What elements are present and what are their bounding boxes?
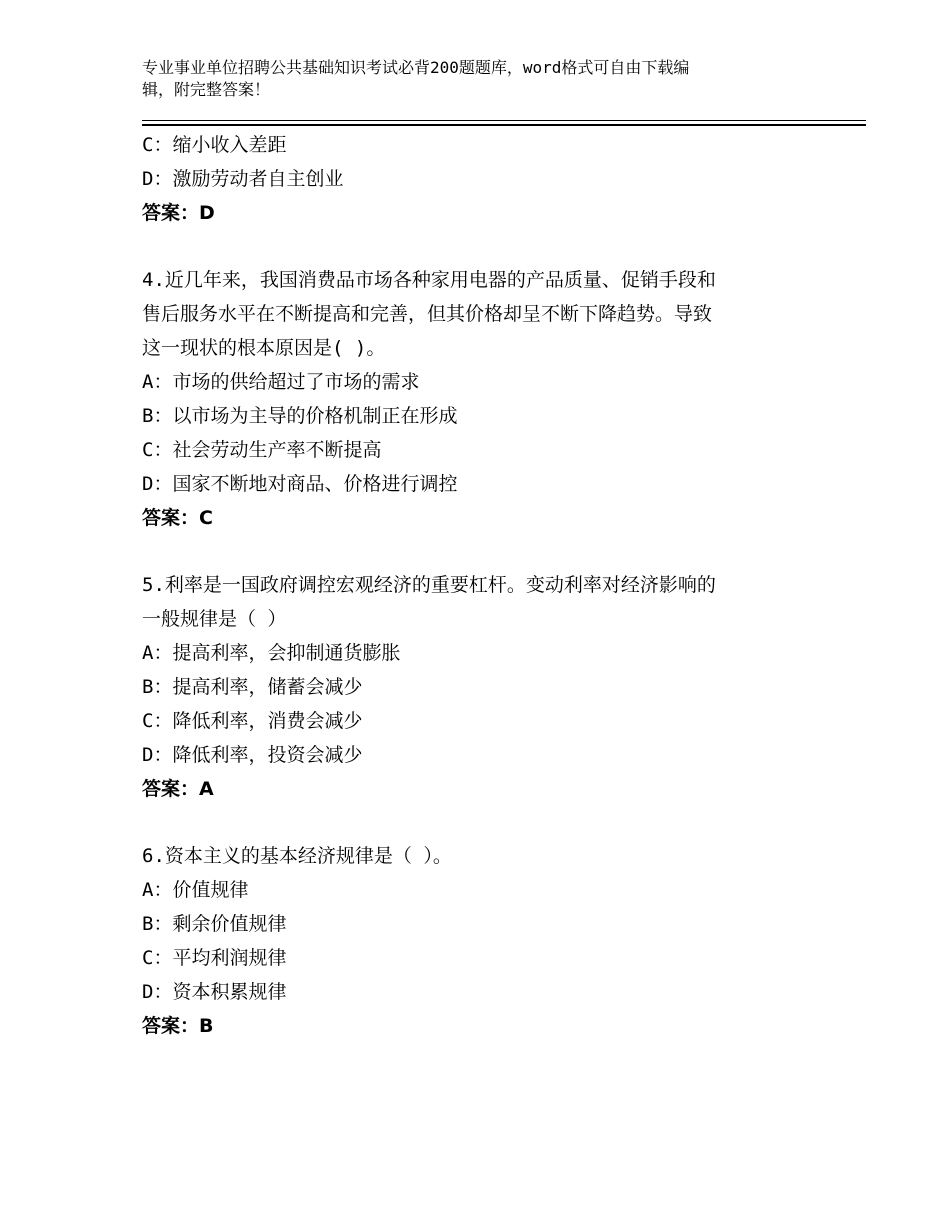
answer-label: 答案：D [142,202,215,224]
spacer [142,806,802,839]
page-header [142,57,822,101]
option-b: B：以市场为主导的价格机制正在形成 [142,405,458,427]
option-c: C：降低利率，消费会减少 [142,710,363,732]
question-stem: 这一现状的根本原因是( )。 [142,337,386,359]
header-divider-thick [142,124,866,126]
spacer [142,230,802,263]
header-line-1: 专业事业单位招聘公共基础知识考试必背200题题库，word格式可自由下载编 [142,58,690,77]
question-6 [142,839,802,1043]
option-a: A：价值规律 [142,879,249,901]
question-list [142,128,802,1043]
option-b: B：提高利率，储蓄会减少 [142,676,363,698]
question-stem: 售后服务水平在不断提高和完善，但其价格却呈不断下降趋势。导致 [142,303,713,325]
spacer [142,535,802,568]
answer-label: 答案：A [142,778,214,800]
option-d: D：降低利率，投资会减少 [142,744,363,766]
question-stem: 5.利率是一国政府调控宏观经济的重要杠杆。变动利率对经济影响的 [142,574,716,596]
header-divider-thin [142,120,866,121]
option-c: C：缩小收入差距 [142,134,287,156]
option-d: D：国家不断地对商品、价格进行调控 [142,473,458,495]
question-stem: 4.近几年来，我国消费品市场各种家用电器的产品质量、促销手段和 [142,269,716,291]
option-c: C：平均利润规律 [142,947,287,969]
option-d: D：资本积累规律 [142,981,287,1003]
answer-label: 答案：B [142,1015,214,1037]
option-a: A：提高利率，会抑制通货膨胀 [142,642,401,664]
question-stem: 6.资本主义的基本经济规律是（ ）。 [142,845,452,867]
header-line-2: 辑，附完整答案！ [142,80,271,99]
answer-label: 答案：C [142,507,213,529]
option-d: D：激励劳动者自主创业 [142,168,344,190]
carryover-question [142,128,802,230]
option-c: C：社会劳动生产率不断提高 [142,439,382,461]
option-a: A：市场的供给超过了市场的需求 [142,371,420,393]
question-stem: 一般规律是（ ） [142,608,287,630]
option-b: B：剩余价值规律 [142,913,287,935]
question-5 [142,568,802,806]
question-4 [142,263,802,535]
